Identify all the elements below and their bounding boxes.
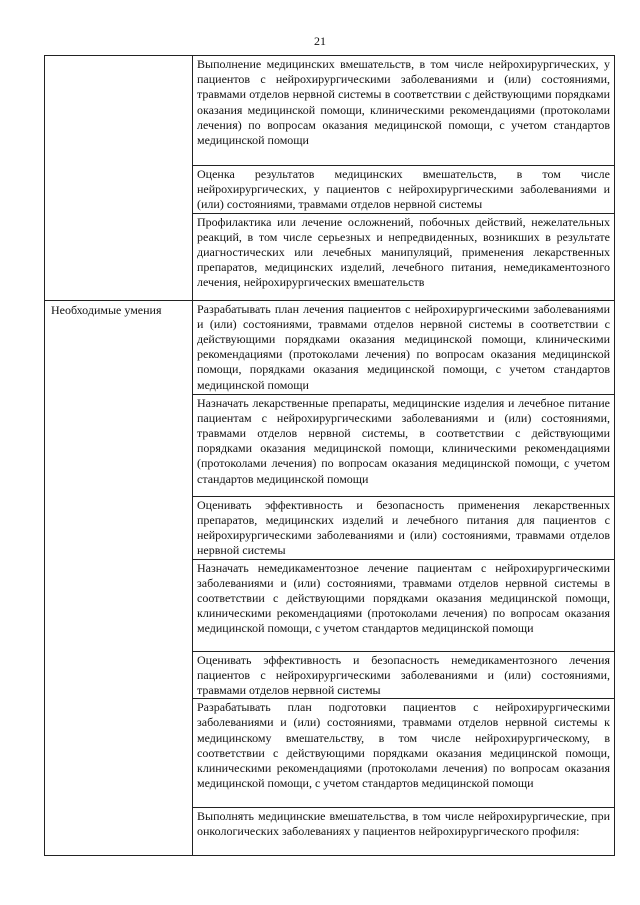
description-text: Разрабатывать план подготовки пациентов с нейрохирургическими заболеваниями и (или) состояниями, травмами отделов нервной системы к медицинскому вмешательству, в том числе нейрохирургическому, в соответствии с действующими порядками оказания медицинской помощи, клиническими рекомендациями (протоколами лечения) по вопросам оказания медицинской помощи, с учетом стандартов медицинской помощи xyxy=(197,700,610,791)
description-cell xyxy=(193,213,615,300)
description-text: Назначать немедикаментозное лечение пациентам с нейрохирургическими заболеваниями и (или) состояниями, травмами отделов нервной системы в соответствии с действующими порядками оказания медицинской помощи, клиническими рекомендациями (протоколами лечения) по вопросам оказания медицинской помощи, с учетом стандартов медицинской помощи xyxy=(197,560,610,636)
description-cell xyxy=(193,394,615,496)
page-number: 21 xyxy=(314,34,326,48)
description-cell xyxy=(193,559,615,651)
description-text: Выполнять медицинские вмешательства, в том числе нейрохирургические, при онкологических заболеваниях у пациентов нейрохирургического профиля: xyxy=(197,809,610,839)
description-cell xyxy=(193,300,615,394)
description-cell xyxy=(193,651,615,699)
description-cell xyxy=(193,808,615,856)
table-row xyxy=(45,56,615,166)
requirements-table xyxy=(44,55,615,856)
description-text: Оценивать эффективность и безопасность немедикаментозного лечения пациентов с нейрохирургическими заболеваниями и (или) состояниями, травмами отделов нервной системы xyxy=(197,652,610,698)
group-label: Необходимые умения xyxy=(51,302,162,317)
description-cell xyxy=(193,166,615,214)
description-text: Выполнение медицинских вмешательств, в том числе нейрохирургических, у пациентов с нейрохирургическими заболеваниями и (или) состояниями, травмами отделов нервной системы в соответствии с действующими порядками оказания медицинской помощи, клиническими рекомендациями (протоколами лечения) по вопросам оказания медицинской помощи, с учетом стандартов медицинской помощи xyxy=(197,57,610,148)
group-label xyxy=(45,56,192,58)
description-cell xyxy=(193,56,615,166)
description-text: Назначать лекарственные препараты, медицинские изделия и лечебное питание пациентам с нейрохирургическими заболеваниями и (или) состояниями, травмами отделов нервной системы, в соответствии с действующими порядками оказания медицинской помощи, клиническими рекомендациями (протоколами лечения) по вопросам оказания медицинской помощи, с учетом стандартов медицинской помощи xyxy=(197,395,610,486)
table-row xyxy=(45,300,615,394)
description-cell xyxy=(193,699,615,808)
description-text: Разрабатывать план лечения пациентов с нейрохирургическими заболеваниями и (или) состояниями, травмами отделов нервной системы в соответствии с действующими порядками оказания медицинской помощи, клиническими рекомендациями (протоколами лечения) по вопросам оказания медицинской помощи, порядками оказания медицинской помощи, с учетом стандартов медицинской помощи xyxy=(197,301,610,392)
description-text: Профилактика или лечение осложнений, побочных действий, нежелательных реакций, в том числе серьезных и непредвиденных, возникших в результате диагностических или лечебных манипуляций, применения лекарственных препаратов, медицинских изделий, лечебного питания, немедикаментозного лечения, нейрохирургических вмешательств xyxy=(197,214,610,290)
group-label-cell xyxy=(45,56,193,301)
description-text: Оценивать эффективность и безопасность применения лекарственных препаратов, медицинских изделий и лечебного питания для пациентов с нейрохирургическими заболеваниями и (или) состояниями, травмами отделов нервной системы xyxy=(197,497,610,558)
description-cell xyxy=(193,496,615,559)
description-text: Оценка результатов медицинских вмешательств, в том числе нейрохирургических, у пациентов с нейрохирургическими заболеваниями и (или) состояниями, травмами отделов нервной системы xyxy=(197,167,610,212)
group-label-cell xyxy=(45,300,193,856)
